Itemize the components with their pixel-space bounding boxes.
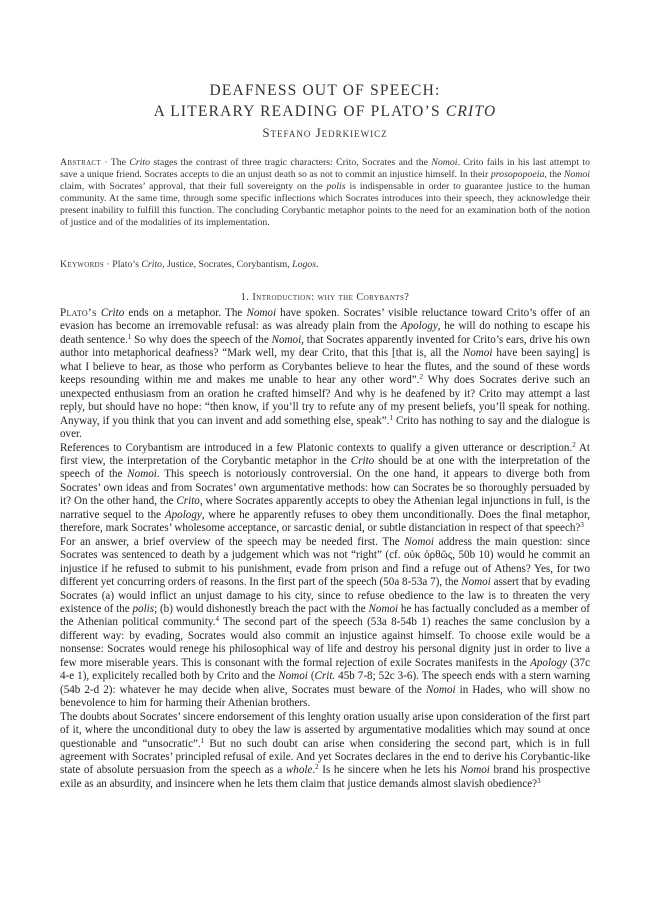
text-run: Crito has nothing to say and the dialogue is over. — [60, 414, 590, 441]
italic-run: Logos — [292, 259, 317, 270]
italic-run: Nomoi — [368, 602, 399, 615]
paragraph — [60, 442, 590, 536]
italic-run: Nomoi — [563, 168, 590, 180]
footnote-ref: 3 — [580, 521, 584, 530]
title-line-2 — [60, 101, 590, 122]
italic-run: Crito — [129, 157, 151, 168]
italic-run: Crito — [350, 454, 375, 467]
small-caps-run: Plato’s — [60, 307, 97, 319]
text-run: claim, with Socrates’ approval, that their full sovereignty on the — [60, 180, 327, 192]
italic-run: Apology — [164, 508, 202, 521]
footnote-ref: 2 — [419, 373, 423, 382]
italic-run: Apology — [530, 656, 568, 669]
keywords-text — [112, 259, 318, 270]
text-run: The — [110, 157, 130, 168]
text-run: , where Socrates apparently accepts to obey the Athenian legal injunctions in full, is the narrative sequel to the — [60, 495, 590, 521]
paper-title — [60, 80, 590, 122]
footnote-ref: 4 — [215, 615, 219, 624]
keywords-separator: · — [104, 259, 113, 270]
footnote-ref: 2 — [572, 440, 576, 449]
text-run: . — [312, 764, 316, 777]
paragraph — [60, 711, 590, 792]
text-run: The second part of the speech (53a 8-54b 1) reaches the same conclusion by a different way: by evading, Socrates would also commit an injustice against himself. To choose exile would be a nonsense: Socrates would renege his philosophical way of life and destroy his personal dignity just in order to live a few more miserable years. This is consonant with the formal rejection of exile Socrates manifests in the — [60, 616, 590, 669]
text-run: , the — [544, 168, 564, 180]
italic-run: Nomoi — [460, 764, 490, 777]
section-heading: 1. Introduction: why the Corybants? — [240, 292, 410, 303]
text-run: address the main question: since Socrates was sentenced to death by a judgement which was not “right” (cf. οὐκ ὀρθῶς, 50b 10) would he commit an injustice if he refused to submit to his punishment, evade from prison and find a refuge out of Athens? Yes, for two different yet concurring orders of reasons. In the first part of the speech (50a 8-53a 7), the — [60, 535, 590, 589]
text-run: So why does the speech of the — [131, 333, 272, 346]
footnote-ref: 3 — [537, 776, 541, 785]
keywords — [60, 259, 590, 271]
text-run: The doubts about Socrates’ sincere endorsement of this lenghty oration usually arise upon consideration of the first part of it, where the unconditional duty to obey the law is asserted by argumentative modalities which may sound at once questionable and “unsocratic”. — [60, 710, 590, 750]
text-run: , where he apparently refuses to obey them unconditionally. Does the final metaphor, therefore, mark Socrates’ wholesome acceptance, or sarcastic denial, or subtle distanciation in respect of that speech? — [60, 508, 590, 535]
title-line-2-italic: CRITO — [445, 103, 497, 120]
text-run: he has factually concluded as a member of the Athenian political community. — [60, 602, 590, 629]
italic-run: Nomoi — [404, 535, 434, 548]
text-run: , that Socrates apparently invented for Crito’s ears, drive his own author into metaphorical deafness? “Mark well, my dear Crito, that this [that is, all the — [60, 333, 590, 360]
italic-run: whole — [285, 764, 313, 777]
italic-run: Crit. — [314, 670, 336, 683]
author-name: Stefano Jedrkiewicz — [262, 125, 388, 140]
italic-run: polis — [326, 180, 346, 192]
text-run: brand his prospective exile as an absurdity, and insincere when he lets them claim that justice demands almost slavish obedience? — [60, 764, 590, 790]
italic-run: Crito — [100, 307, 125, 319]
text-run: 45b 7-8; 52c 3-6). The speech ends with a stern warning (54b 2-d 2): whatever he may decide when alive, Socrates must beware of the — [60, 670, 590, 696]
abstract — [60, 157, 590, 228]
abstract-separator: · — [100, 157, 111, 168]
text-run: (37c 4-e 1), explicitely recalled both by Crito and the — [60, 656, 590, 683]
text-run: References to Corybantism are introduced in a few Platonic contexts to qualify a given utterance or description. — [60, 441, 573, 454]
text-run: . Crito fails in his last attempt to save a unique friend. Socrates accepts to die an unjust death so as not to commit an injustice himself. In their — [60, 157, 590, 180]
text-run: have been saying] is what I believe to hear, as those who perform as Corybantes believe to hear the flutes, and the sound of these words keeps resounding within me and makes me unable to hear any other word”. — [60, 347, 591, 387]
footnote-ref: 1 — [127, 332, 132, 341]
text-run: ; (b) would dishonestly breach the pact with the — [154, 602, 369, 615]
italic-run: polis — [132, 602, 155, 615]
text-run: , he will do nothing to escape his death sentence. — [60, 320, 590, 346]
italic-run: Nomoi — [461, 576, 491, 589]
text-run: At first view, the interpretation of the Corybantic metaphor in the — [60, 441, 590, 467]
title-line-1: DEAFNESS OUT OF SPEECH: — [209, 82, 441, 99]
italic-run: Nomoi — [271, 333, 302, 346]
italic-run: Crito — [141, 259, 163, 270]
footnote-ref: 1 — [389, 413, 393, 422]
italic-run: Crito — [176, 495, 200, 508]
italic-run: Nomoi — [462, 347, 493, 360]
italic-run: prosopopoeia — [490, 168, 545, 180]
italic-run: Apology — [400, 320, 438, 333]
italic-run: Nomoi — [431, 157, 458, 168]
italic-run: Nomoi — [425, 683, 456, 696]
text-run: Is he sincere when he lets his — [318, 764, 461, 777]
text-run: ends on a metaphor. The — [124, 307, 247, 319]
italic-run: Nomoi — [127, 468, 157, 481]
text-run: have spoken. Socrates’ visible reluctance toward Crito’s offer of an evasion has become an irremovable refusal: as was already plain from the — [60, 307, 591, 333]
body-text — [60, 307, 590, 791]
italic-run: Nomoi — [246, 307, 277, 319]
text-run: in Hades, who will show no benevolence to him for harming their Athenian brothers. — [60, 683, 590, 710]
title-line-2-prefix: A LITERARY READING OF PLATO’S — [153, 103, 446, 120]
abstract-label: Abstract — [60, 157, 101, 168]
paragraph — [60, 307, 590, 442]
abstract-text — [60, 157, 590, 228]
footnote-ref: 1 — [200, 736, 205, 745]
italic-run: Nomoi — [278, 670, 308, 683]
text-run: , Justice, Socrates, Corybantism, — [162, 259, 293, 270]
footnote-ref: 2 — [315, 763, 319, 772]
paragraph — [60, 536, 590, 711]
keywords-label: Keywords — [60, 259, 105, 270]
text-run: ( — [307, 670, 315, 683]
text-run: Plato’s — [112, 259, 142, 270]
text-run: assert that by evading Socrates (a) would inflict an unjust damage to his city, since to refuse obedience to the law is to threaten the very existence of the — [60, 576, 590, 615]
text-run: . — [316, 259, 319, 270]
text-run: is indispensable in order to guarantee justice to the human community. At the same time, through some specific inflections which Socrates introduces into their speech, they acknowledge their present inability to fulfill this function. The concluding Corybantic metaphor points to the need for an examination both of the notion of justice and of the modalities of its implementation. — [60, 180, 590, 228]
text-run: But no such doubt can arise when considering the second part, which is in full agreement with Socrates’ principled refusal of exile. And yet Socrates declares in the end to derive his Corybantic-like state of absolute persuasion from the speech as a — [60, 737, 590, 777]
text-run: stages the contrast of three tragic characters: Crito, Socrates and the — [150, 157, 432, 168]
text-run: . This speech is notoriously controversial. On the one hand, it appears to diverge both from Socrates’ own ideas and from Socrates’ own argumentative methods: how can Socrates be so thoroughly persuaded by it? On the other hand, the — [60, 468, 590, 508]
text-run: Why does Socrates derive such an unexpected enthusiasm from an oration he crafted himself? And why is he deafened by it? Crito may attempt a last reply, but should have no hope: “then know, if you’ll try to refute any of my present beliefs, you’ll speak for nothing. Anyway, if you think that you can invent and add something else, speak”. — [60, 374, 590, 427]
text-run: For an answer, a brief overview of the speech may be needed first. The — [60, 535, 405, 548]
text-run: should be at one with the interpretation of the speech of the — [60, 454, 590, 481]
